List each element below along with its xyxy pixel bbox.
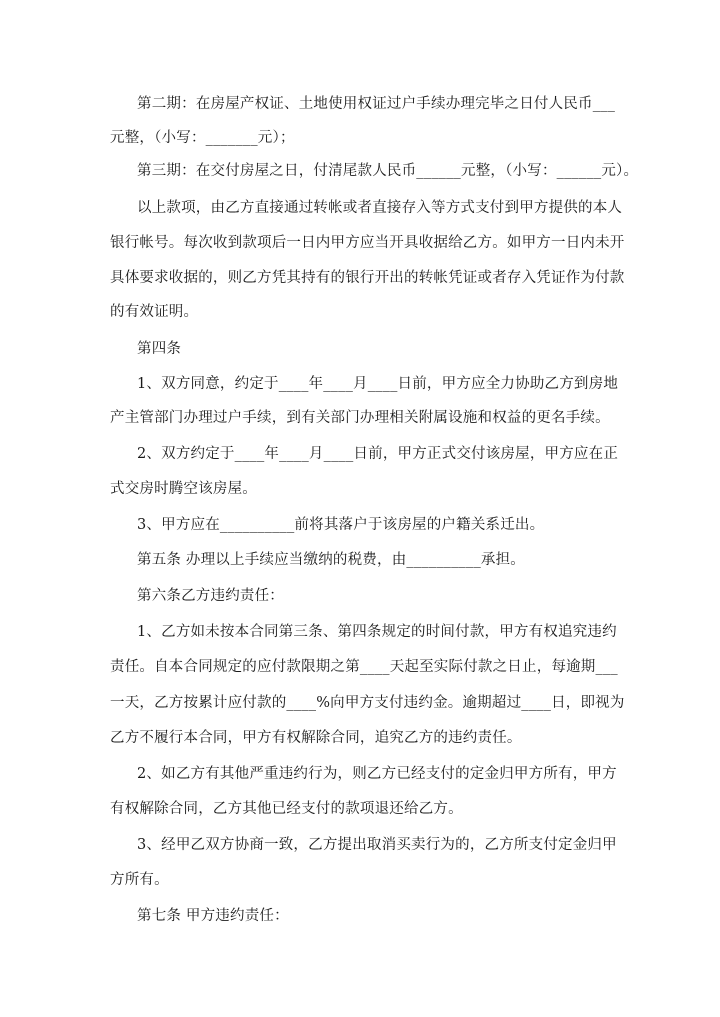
article-4-item-1-line-1: 1、双方同意，约定于____年____月____日前，甲方应全力协助乙方到房地	[137, 376, 619, 392]
article-4-item-1-line-2: 产主管部门办理过户手续，到有关部门办理相关附属设施和权益的更名手续。	[110, 410, 610, 426]
para-installment-2-line-1: 第二期：在房屋产权证、土地使用权证过户手续办理完毕之日付人民币___	[137, 96, 616, 112]
article-6-item-1-line-4: 乙方不履行本合同，甲方有权解除合同，追究乙方的违约责任。	[110, 730, 522, 746]
para-payment-method-line-2: 银行帐号。每次收到款项后一日内甲方应当开具收据给乙方。如甲方一日内未开	[110, 235, 625, 251]
para-payment-method-line-3: 具体要求收据的，则乙方凭其持有的银行开出的转帐凭证或者存入凭证作为付款	[110, 270, 625, 286]
para-installment-2-line-2: 元整，（小写：_______元）；	[110, 130, 295, 146]
article-4-item-2-line-1: 2、双方约定于____年____月____日前，甲方正式交付该房屋，甲方应在正	[137, 446, 619, 462]
section-article-4-heading: 第四条	[137, 341, 182, 357]
article-6-item-3-line-1: 3、经甲乙双方协商一致，乙方提出取消买卖行为的，乙方所支付定金归甲	[137, 837, 617, 853]
para-payment-method-line-4: 的有效证明。	[110, 304, 199, 320]
section-article-6-heading: 第六条乙方违约责任：	[137, 588, 284, 604]
section-article-7-heading: 第七条 甲方违约责任：	[137, 908, 289, 924]
article-6-item-3-line-2: 方所有。	[110, 872, 169, 888]
article-6-item-1-line-1: 1、乙方如未按本合同第三条、第四条规定的时间付款，甲方有权追究违约	[137, 624, 617, 640]
section-article-5: 第五条 办理以上手续应当缴纳的税费，由__________承担。	[137, 552, 526, 568]
article-6-item-2-line-2: 有权解除合同，乙方其他已经支付的款项退还给乙方。	[110, 801, 463, 817]
para-installment-3: 第三期：在交付房屋之日，付清尾款人民币______元整，（小写：______元）。	[137, 163, 639, 179]
article-4-item-2-line-2: 式交房时腾空该房屋。	[110, 481, 257, 497]
para-payment-method-line-1: 以上款项，由乙方直接通过转帐或者直接存入等方式支付到甲方提供的本人	[137, 200, 623, 216]
article-6-item-1-line-3: 一天，乙方按累计应付款的____%向甲方支付违约金。逾期超过____日，即视为	[110, 695, 625, 711]
article-6-item-1-line-2: 责任。自本合同规定的应付款限期之第____天起至实际付款之日止，每逾期___	[110, 659, 618, 675]
article-4-item-3: 3、甲方应在__________前将其落户于该房屋的户籍关系迁出。	[137, 517, 545, 533]
article-6-item-2-line-1: 2、如乙方有其他严重违约行为，则乙方已经支付的定金归甲方所有，甲方	[137, 766, 617, 782]
